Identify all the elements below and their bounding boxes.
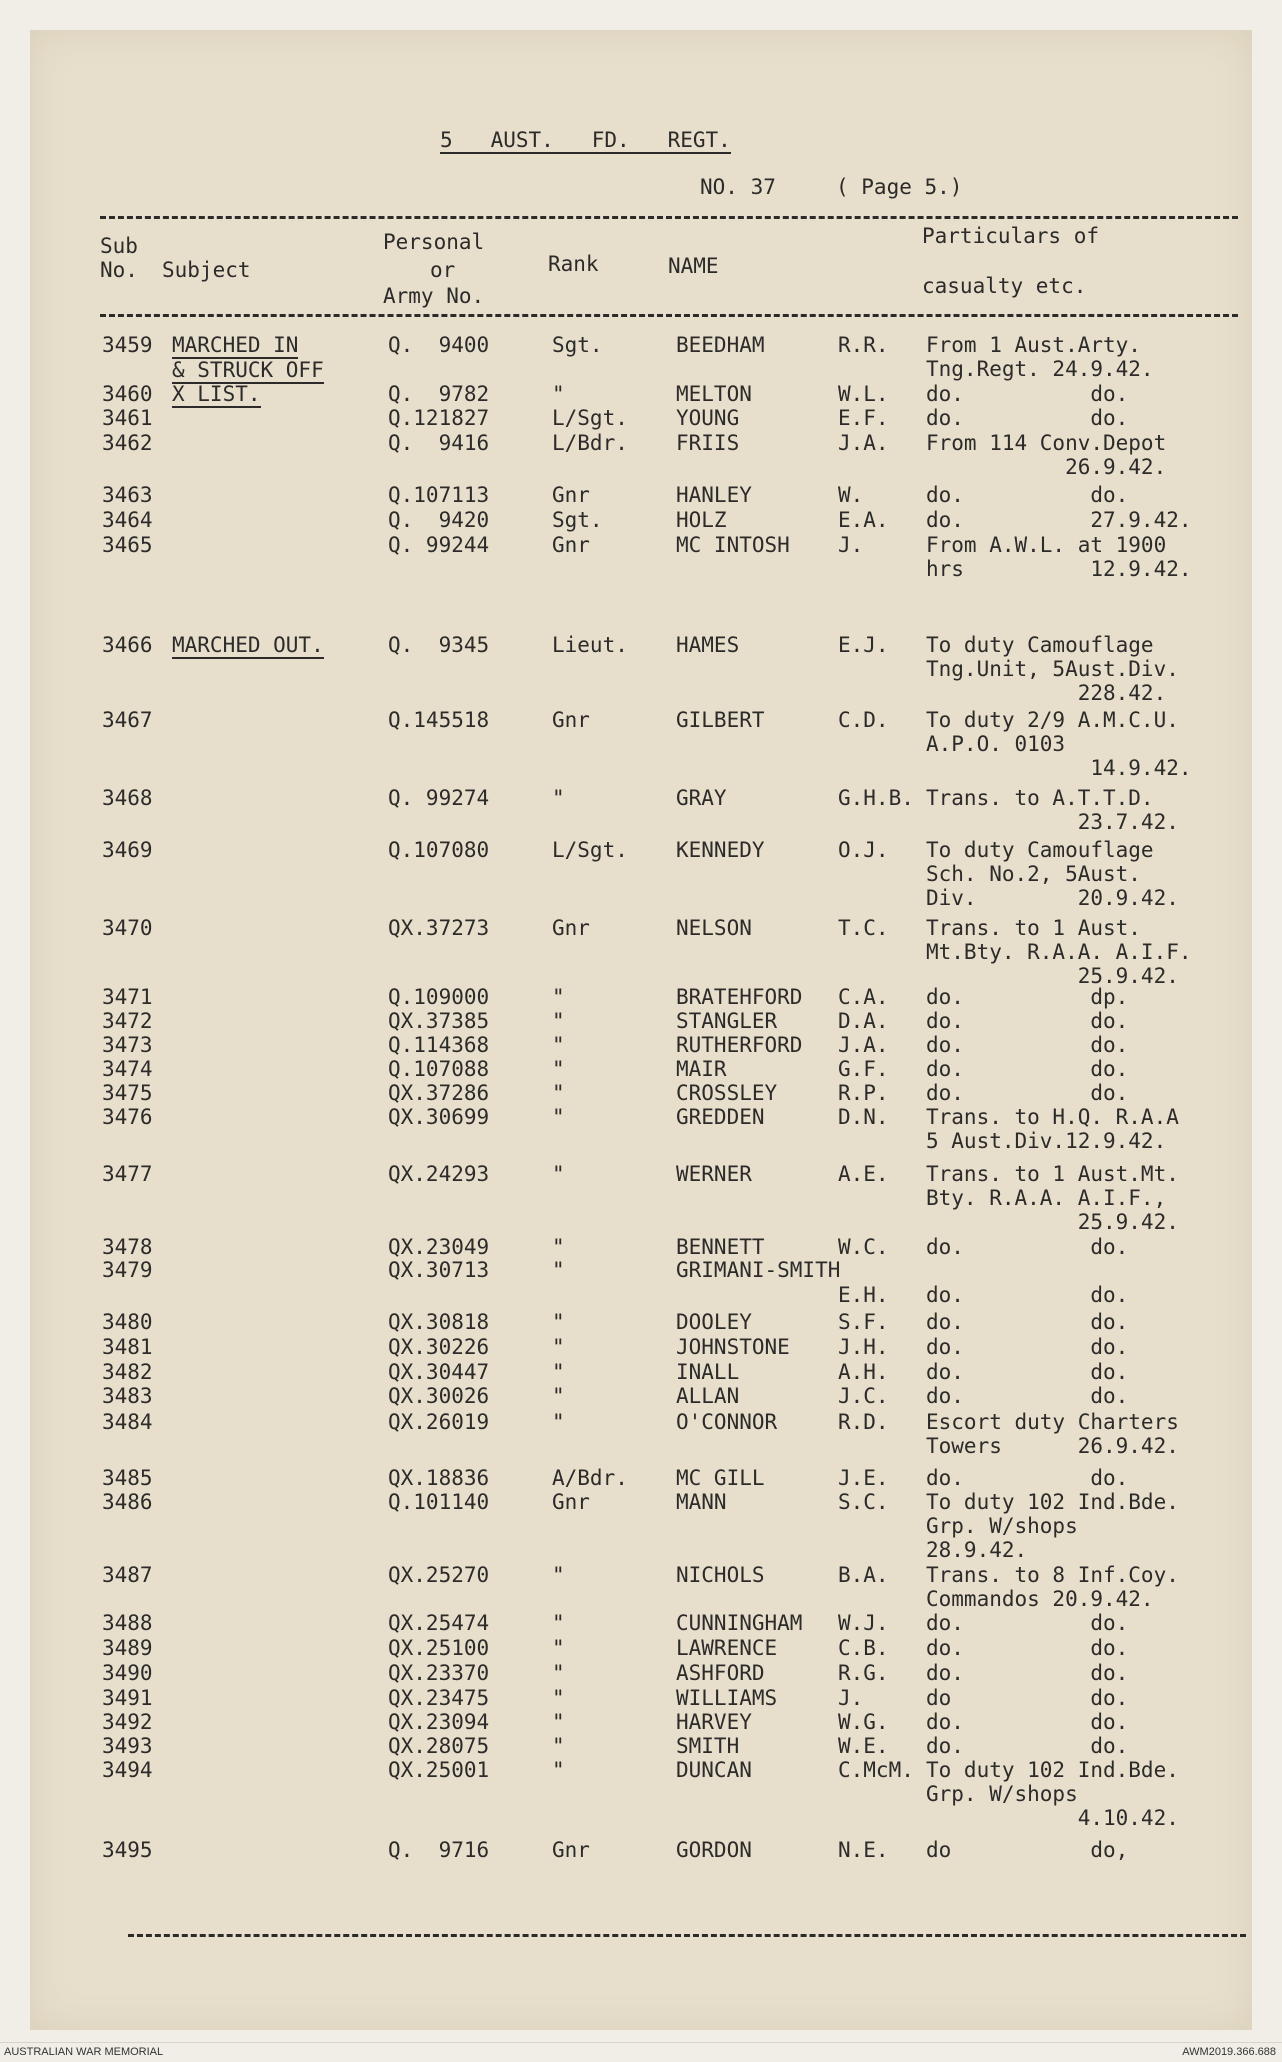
cell-rank: " xyxy=(552,1033,565,1057)
cell-army-no: Q.107113 xyxy=(388,483,490,507)
cell-army-no: QX.37273 xyxy=(388,916,490,940)
cell-sub-no: 3495 xyxy=(102,1838,153,1862)
cell-sub-no: 3463 xyxy=(102,483,153,507)
cell-particulars: do. do. xyxy=(926,1057,1129,1081)
cell-sub-no: 3485 xyxy=(102,1466,153,1490)
cell-army-no: QX.26019 xyxy=(388,1410,490,1434)
cell-rank: Gnr xyxy=(552,708,590,732)
cell-rank: " xyxy=(552,1636,565,1660)
cell-army-no: Q. 9716 xyxy=(388,1838,490,1862)
cell-rank: L/Sgt. xyxy=(552,406,628,430)
cell-sub-no: 3489 xyxy=(102,1636,153,1660)
top-divider xyxy=(100,216,1238,219)
col-subject: Subject xyxy=(162,258,251,282)
cell-sub-no: 3464 xyxy=(102,508,153,532)
cell-initials: E.A. xyxy=(838,508,889,532)
cell-sub-no: 3461 xyxy=(102,406,153,430)
cell-particulars: do do, xyxy=(926,1838,1129,1862)
cell-army-no: QX.23049 xyxy=(388,1235,490,1259)
cell-initials: D.A. xyxy=(838,1009,889,1033)
cell-rank: " xyxy=(552,1410,565,1434)
cell-particulars: Trans. to 1 Aust.Mt. xyxy=(926,1162,1179,1186)
cell-surname: MC GILL xyxy=(676,1466,765,1490)
cell-sub-no: 3473 xyxy=(102,1033,153,1057)
cell-army-no: QX.30447 xyxy=(388,1360,490,1384)
cell-particulars: Mt.Bty. R.A.A. A.I.F. xyxy=(926,940,1192,964)
cell-initials: C.McM. xyxy=(838,1758,914,1782)
cell-army-no: Q.109000 xyxy=(388,985,490,1009)
cell-initials: J.H. xyxy=(838,1335,889,1359)
cell-sub-no: 3472 xyxy=(102,1009,153,1033)
cell-initials: J.A. xyxy=(838,1033,889,1057)
cell-army-no: QX.23475 xyxy=(388,1686,490,1710)
cell-army-no: Q.114368 xyxy=(388,1033,490,1057)
cell-sub-no: 3462 xyxy=(102,431,153,455)
cell-initials: S.F. xyxy=(838,1310,889,1334)
cell-sub-no: 3478 xyxy=(102,1235,153,1259)
cell-particulars: Trans. to 8 Inf.Coy. xyxy=(926,1563,1179,1587)
cell-sub-no: 3479 xyxy=(102,1258,153,1282)
cell-particulars: Div. 20.9.42. xyxy=(926,886,1179,910)
cell-rank: " xyxy=(552,1563,565,1587)
cell-initials: J.E. xyxy=(838,1466,889,1490)
cell-army-no: Q. 9400 xyxy=(388,333,490,357)
cell-initials: W.J. xyxy=(838,1611,889,1635)
col-army-no-line2: or xyxy=(430,258,456,282)
col-name: NAME xyxy=(668,254,719,278)
cell-particulars: Trans. to 1 Aust. xyxy=(926,916,1141,940)
cell-army-no: Q.107088 xyxy=(388,1057,490,1081)
cell-surname: BENNETT xyxy=(676,1235,765,1259)
cell-rank: " xyxy=(552,1310,565,1334)
cell-surname: CUNNINGHAM xyxy=(676,1611,803,1635)
cell-sub-no: 3484 xyxy=(102,1410,153,1434)
cell-rank: Lieut. xyxy=(552,633,628,657)
cell-particulars: Tng.Regt. 24.9.42. xyxy=(926,357,1154,381)
cell-rank: " xyxy=(552,1057,565,1081)
cell-rank: " xyxy=(552,1734,565,1758)
cell-sub-no: 3494 xyxy=(102,1758,153,1782)
cell-rank: Sgt. xyxy=(552,508,603,532)
cell-sub-no: 3476 xyxy=(102,1105,153,1129)
cell-sub-no: 3491 xyxy=(102,1686,153,1710)
cell-army-no: QX.30713 xyxy=(388,1258,490,1282)
cell-particulars: Commandos 20.9.42. xyxy=(926,1587,1154,1611)
cell-surname: HAMES xyxy=(676,633,740,657)
cell-particulars: do. do. xyxy=(926,1235,1129,1259)
cell-initials: W.L. xyxy=(838,382,889,406)
cell-surname: HARVEY xyxy=(676,1710,752,1734)
cell-surname: ASHFORD xyxy=(676,1661,765,1685)
cell-army-no: QX.28075 xyxy=(388,1734,490,1758)
cell-surname: WERNER xyxy=(676,1162,752,1186)
cell-surname: WILLIAMS xyxy=(676,1686,778,1710)
page-number: ( Page 5.) xyxy=(836,175,963,199)
cell-initials: J. xyxy=(838,1686,864,1710)
cell-army-no: QX.30699 xyxy=(388,1105,490,1129)
cell-surname: GILBERT xyxy=(676,708,765,732)
cell-particulars: do. do. xyxy=(926,1360,1129,1384)
cell-rank: " xyxy=(552,1710,565,1734)
cell-particulars: do. do. xyxy=(926,1009,1129,1033)
cell-sub-no: 3486 xyxy=(102,1490,153,1514)
cell-particulars: do. do. xyxy=(926,406,1129,430)
cell-surname: ALLAN xyxy=(676,1384,740,1408)
cell-rank: L/Bdr. xyxy=(552,431,628,455)
cell-sub-no: 3482 xyxy=(102,1360,153,1384)
cell-army-no: QX.30226 xyxy=(388,1335,490,1359)
cell-army-no: Q.107080 xyxy=(388,838,490,862)
cell-particulars: 5 Aust.Div.12.9.42. xyxy=(926,1129,1167,1153)
cell-rank: " xyxy=(552,1384,565,1408)
cell-initials: A.H. xyxy=(838,1360,889,1384)
cell-army-no: Q.145518 xyxy=(388,708,490,732)
cell-particulars: 28.9.42. xyxy=(926,1538,1028,1562)
cell-particulars: do. do. xyxy=(926,1636,1129,1660)
cell-initials: T.C. xyxy=(838,916,889,940)
cell-rank: " xyxy=(552,1105,565,1129)
cell-subject: & STRUCK OFF xyxy=(172,358,324,382)
cell-particulars: do. dp. xyxy=(926,985,1129,1009)
cell-surname: DUNCAN xyxy=(676,1758,752,1782)
cell-initials: J.C. xyxy=(838,1384,889,1408)
cell-army-no: QX.18836 xyxy=(388,1466,490,1490)
cell-rank: " xyxy=(552,985,565,1009)
cell-rank: " xyxy=(552,1360,565,1384)
col-army-no-line3: Army No. xyxy=(383,284,485,308)
cell-surname: NICHOLS xyxy=(676,1563,765,1587)
cell-particulars: do. do. xyxy=(926,1734,1129,1758)
cell-particulars: do. do. xyxy=(926,483,1129,507)
cell-particulars: 14.9.42. xyxy=(926,756,1192,780)
cell-army-no: Q. 9782 xyxy=(388,382,490,406)
cell-particulars: do. do. xyxy=(926,1710,1129,1734)
cell-army-no: QX.25270 xyxy=(388,1563,490,1587)
cell-particulars: To duty Camouflage xyxy=(926,838,1154,862)
col-rank: Rank xyxy=(548,252,599,276)
cell-initials: R.G. xyxy=(838,1661,889,1685)
cell-rank: Sgt. xyxy=(552,333,603,357)
cell-rank: " xyxy=(552,1258,565,1282)
cell-particulars: 25.9.42. xyxy=(926,964,1179,988)
cell-army-no: Q. 9345 xyxy=(388,633,490,657)
cell-rank: " xyxy=(552,1758,565,1782)
footer-credit: AUSTRALIAN WAR MEMORIAL xyxy=(4,2046,164,2058)
cell-particulars: do. do. xyxy=(926,1335,1129,1359)
cell-initials: W.C. xyxy=(838,1235,889,1259)
cell-surname: MC INTOSH xyxy=(676,533,790,557)
cell-rank: " xyxy=(552,1235,565,1259)
cell-sub-no: 3469 xyxy=(102,838,153,862)
cell-surname: FRIIS xyxy=(676,431,740,455)
cell-particulars: do. do. xyxy=(926,1611,1129,1635)
cell-initials: C.D. xyxy=(838,708,889,732)
cell-rank: " xyxy=(552,1009,565,1033)
cell-initials: R.P. xyxy=(838,1081,889,1105)
cell-initials: D.N. xyxy=(838,1105,889,1129)
cell-particulars: do. 27.9.42. xyxy=(926,508,1192,532)
cell-initials: A.E. xyxy=(838,1162,889,1186)
cell-surname: MAIR xyxy=(676,1057,727,1081)
footer-bar xyxy=(0,2042,1282,2062)
cell-particulars: To duty 2/9 A.M.C.U. xyxy=(926,708,1179,732)
cell-particulars: 4.10.42. xyxy=(926,1806,1179,1830)
header-divider xyxy=(100,314,1238,317)
unit-title: 5 AUST. FD. REGT. xyxy=(440,128,731,152)
cell-particulars: 25.9.42. xyxy=(926,1210,1179,1234)
cell-subject: MARCHED OUT. xyxy=(172,633,324,657)
cell-surname: STANGLER xyxy=(676,1009,778,1033)
cell-sub-no: 3483 xyxy=(102,1384,153,1408)
cell-army-no: Q.101140 xyxy=(388,1490,490,1514)
cell-initials: E.J. xyxy=(838,633,889,657)
cell-particulars: From A.W.L. at 1900 xyxy=(926,533,1167,557)
cell-surname: YOUNG xyxy=(676,406,740,430)
cell-army-no: QX.37286 xyxy=(388,1081,490,1105)
cell-initials: G.H.B. xyxy=(838,786,914,810)
cell-rank: Gnr xyxy=(552,916,590,940)
cell-particulars: Trans. to A.T.T.D. xyxy=(926,786,1154,810)
cell-surname: MELTON xyxy=(676,382,752,406)
cell-particulars: Grp. W/shops xyxy=(926,1514,1078,1538)
cell-particulars: Towers 26.9.42. xyxy=(926,1434,1179,1458)
cell-sub-no: 3477 xyxy=(102,1162,153,1186)
cell-particulars: do. do. xyxy=(926,1466,1129,1490)
cell-sub-no: 3481 xyxy=(102,1335,153,1359)
cell-sub-no: 3459 xyxy=(102,333,153,357)
cell-particulars: hrs 12.9.42. xyxy=(926,557,1192,581)
cell-initials: N.E. xyxy=(838,1838,889,1862)
cell-initials: B.A. xyxy=(838,1563,889,1587)
cell-surname: HOLZ xyxy=(676,508,727,532)
cell-particulars: Grp. W/shops xyxy=(926,1782,1078,1806)
cell-sub-no: 3471 xyxy=(102,985,153,1009)
cell-particulars: Tng.Unit, 5Aust.Div. xyxy=(926,657,1179,681)
cell-sub-no: 3465 xyxy=(102,533,153,557)
cell-surname: LAWRENCE xyxy=(676,1636,778,1660)
cell-particulars: From 1 Aust.Arty. xyxy=(926,333,1141,357)
cell-surname: NELSON xyxy=(676,916,752,940)
cell-particulars: To duty 102 Ind.Bde. xyxy=(926,1490,1179,1514)
cell-particulars: 23.7.42. xyxy=(926,810,1179,834)
cell-particulars: Sch. No.2, 5Aust. xyxy=(926,862,1141,886)
cell-initials: W.G. xyxy=(838,1710,889,1734)
cell-sub-no: 3487 xyxy=(102,1563,153,1587)
cell-rank: Gnr xyxy=(552,1838,590,1862)
cell-army-no: QX.25100 xyxy=(388,1636,490,1660)
cell-surname: RUTHERFORD xyxy=(676,1033,803,1057)
cell-initials: J. xyxy=(838,533,864,557)
cell-army-no: QX.30026 xyxy=(388,1384,490,1408)
cell-particulars: do. do. xyxy=(926,382,1129,406)
cell-sub-no: 3468 xyxy=(102,786,153,810)
cell-particulars: do. do. xyxy=(926,1384,1129,1408)
cell-surname: CROSSLEY xyxy=(676,1081,778,1105)
cell-army-no: Q. 99274 xyxy=(388,786,490,810)
cell-particulars: From 114 Conv.Depot xyxy=(926,431,1167,455)
cell-surname: GRIMANI-SMITH xyxy=(676,1258,841,1282)
cell-army-no: QX.24293 xyxy=(388,1162,490,1186)
cell-particulars: do. do. xyxy=(926,1033,1129,1057)
cell-surname: O'CONNOR xyxy=(676,1410,778,1434)
cell-initials: W. xyxy=(838,483,864,507)
cell-sub-no: 3493 xyxy=(102,1734,153,1758)
cell-sub-no: 3475 xyxy=(102,1081,153,1105)
cell-particulars: To duty Camouflage xyxy=(926,633,1154,657)
cell-initials: J.A. xyxy=(838,431,889,455)
cell-particulars: do. do. xyxy=(926,1081,1129,1105)
order-number: NO. 37 xyxy=(700,175,776,199)
cell-sub-no: 3467 xyxy=(102,708,153,732)
cell-rank: " xyxy=(552,1661,565,1685)
cell-rank: " xyxy=(552,1611,565,1635)
cell-initials: R.D. xyxy=(838,1410,889,1434)
cell-rank: Gnr xyxy=(552,533,590,557)
cell-surname: MANN xyxy=(676,1490,727,1514)
cell-rank: " xyxy=(552,786,565,810)
cell-sub-no: 3466 xyxy=(102,633,153,657)
cell-sub-no: 3460 xyxy=(102,382,153,406)
cell-rank: " xyxy=(552,1081,565,1105)
cell-subject: MARCHED IN xyxy=(172,333,299,357)
col-army-no-line1: Personal xyxy=(383,230,485,254)
cell-army-no: QX.23094 xyxy=(388,1710,490,1734)
cell-rank: A/Bdr. xyxy=(552,1466,628,1490)
cell-particulars: 26.9.42. xyxy=(926,455,1167,479)
cell-sub-no: 3488 xyxy=(102,1611,153,1635)
cell-army-no: QX.25001 xyxy=(388,1758,490,1782)
cell-army-no: Q. 9416 xyxy=(388,431,490,455)
cell-sub-no: 3492 xyxy=(102,1710,153,1734)
cell-surname: BRATEHFORD xyxy=(676,985,803,1009)
cell-initials: R.R. xyxy=(838,333,889,357)
cell-rank: L/Sgt. xyxy=(552,838,628,862)
col-sub-no-line2: No. xyxy=(100,258,138,282)
cell-rank: " xyxy=(552,1335,565,1359)
cell-initials: O.J. xyxy=(838,838,889,862)
cell-surname: JOHNSTONE xyxy=(676,1335,790,1359)
cell-rank: " xyxy=(552,1686,565,1710)
cell-particulars: do. do. xyxy=(926,1310,1129,1334)
cell-surname: INALL xyxy=(676,1360,740,1384)
cell-particulars: Escort duty Charters xyxy=(926,1410,1179,1434)
cell-army-no: QX.37385 xyxy=(388,1009,490,1033)
col-particulars-line1: Particulars of xyxy=(922,224,1100,248)
cell-army-no: QX.23370 xyxy=(388,1661,490,1685)
cell-sub-no: 3480 xyxy=(102,1310,153,1334)
cell-surname: GREDDEN xyxy=(676,1105,765,1129)
cell-rank: Gnr xyxy=(552,1490,590,1514)
cell-initials: E.F. xyxy=(838,406,889,430)
cell-subject: X LIST. xyxy=(172,382,261,406)
cell-army-no: Q. 99244 xyxy=(388,533,490,557)
cell-particulars: Trans. to H.Q. R.A.A xyxy=(926,1105,1179,1129)
cell-surname: GORDON xyxy=(676,1838,752,1862)
cell-particulars: To duty 102 Ind.Bde. xyxy=(926,1758,1179,1782)
cell-army-no: QX.30818 xyxy=(388,1310,490,1334)
cell-initials: S.C. xyxy=(838,1490,889,1514)
cell-particulars: Bty. R.A.A. A.I.F., xyxy=(926,1186,1167,1210)
cell-rank: " xyxy=(552,382,565,406)
col-sub-no-line1: Sub xyxy=(100,234,138,258)
cell-rank: " xyxy=(552,1162,565,1186)
cell-initials: C.A. xyxy=(838,985,889,1009)
cell-sub-no: 3474 xyxy=(102,1057,153,1081)
cell-initials: C.B. xyxy=(838,1636,889,1660)
cell-surname: DOOLEY xyxy=(676,1310,752,1334)
cell-initials: G.F. xyxy=(838,1057,889,1081)
cell-surname: SMITH xyxy=(676,1734,740,1758)
footer-accession: AWM2019.366.688 xyxy=(1182,2046,1276,2058)
cell-army-no: Q.121827 xyxy=(388,406,490,430)
cell-surname: GRAY xyxy=(676,786,727,810)
cell-sub-no: 3470 xyxy=(102,916,153,940)
cell-sub-no: 3490 xyxy=(102,1661,153,1685)
cell-particulars: 228.42. xyxy=(926,681,1167,705)
cell-particulars: do do. xyxy=(926,1686,1129,1710)
cell-surname: BEEDHAM xyxy=(676,333,765,357)
cell-initials: E.H. xyxy=(838,1283,889,1307)
col-particulars-line2: casualty etc. xyxy=(922,274,1087,298)
cell-army-no: QX.25474 xyxy=(388,1611,490,1635)
bottom-divider xyxy=(128,1934,1246,1937)
cell-surname: KENNEDY xyxy=(676,838,765,862)
cell-particulars: A.P.O. 0103 xyxy=(926,732,1066,756)
cell-rank: Gnr xyxy=(552,483,590,507)
cell-particulars: do. do. xyxy=(926,1661,1129,1685)
cell-surname: HANLEY xyxy=(676,483,752,507)
cell-army-no: Q. 9420 xyxy=(388,508,490,532)
cell-initials: W.E. xyxy=(838,1734,889,1758)
cell-particulars: do. do. xyxy=(926,1283,1129,1307)
